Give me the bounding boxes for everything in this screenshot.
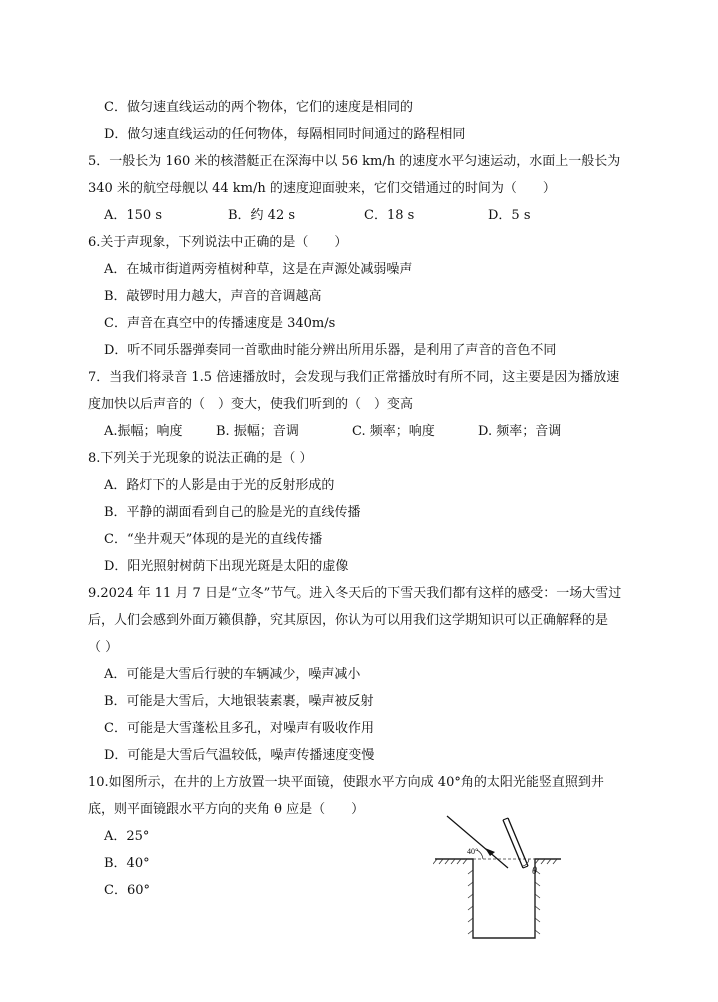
- q10-option-a: A．25°: [104, 829, 150, 844]
- q10-option-b: B．40°: [104, 856, 150, 871]
- q8-option-a: A．路灯下的人影是由于光的反射形成的: [104, 478, 335, 493]
- q7-option-b: B. 振幅；音调: [216, 424, 299, 439]
- ground-hatching: [433, 859, 557, 864]
- well-mirror-diagram: [433, 810, 563, 942]
- q6-option-b: B．敲锣时用力越大，声音的音调越高: [104, 289, 322, 304]
- q6-option-c: C．声音在真空中的传播速度是 340m/s: [104, 316, 336, 331]
- q5-stem-line2: 340 米的航空母舰以 44 km/h 的速度迎面驶来，它们交错通过的时间为（ ）: [88, 181, 556, 196]
- q4-option-d: D．做匀速直线运动的任何物体，每隔相同时间通过的路程相同: [104, 127, 466, 142]
- q7-options: [104, 422, 561, 442]
- q10-stem-line2: 底，则平面镜跟水平方向的夹角 θ 应是（ ）: [88, 802, 365, 817]
- angle-label-40: 40°: [467, 847, 479, 856]
- ray-arrowhead: [485, 848, 495, 856]
- q9-option-a: A．可能是大雪后行驶的车辆减少，噪声减小: [104, 667, 361, 682]
- q6-option-d: D．听不同乐器弹奏同一首歌曲时能分辨出所用乐器，是利用了声音的音色不同: [104, 343, 557, 358]
- well-outline: [435, 859, 561, 938]
- q8-option-d: D．阳光照射树荫下出现光斑是太阳的虚像: [104, 559, 349, 574]
- q7-option-d: D. 频率；音调: [478, 424, 562, 439]
- sunlight-ray: [447, 816, 508, 868]
- q5-option-c: C．18 s: [364, 208, 415, 223]
- q5-option-a: A．150 s: [104, 208, 163, 223]
- q8-stem: 8.下列关于光现象的说法正确的是（ ）: [88, 451, 313, 466]
- q9-stem-line2: 后，人们会感到外面万籁俱静，究其原因，你认为可以用我们这学期知识可以正确解释的是: [88, 613, 609, 628]
- q4-option-c: C．做匀速直线运动的两个物体，它们的速度是相同的: [104, 100, 413, 115]
- plane-mirror: [503, 818, 528, 868]
- q9-option-c: C．可能是大雪蓬松且多孔，对噪声有吸收作用: [104, 721, 374, 736]
- q6-option-a: A．在城市街道两旁植树种草，这是在声源处减弱噪声: [104, 262, 413, 277]
- q5-option-b: B．约 42 s: [228, 208, 296, 223]
- q10-option-c: C．60°: [104, 883, 150, 898]
- q9-stem-line1: 9.2024 年 11 月 7 日是“立冬”节气。进入冬天后的下雪天我们都有这样的感受：一场大雪过: [88, 586, 622, 601]
- q5-option-d: D．5 s: [488, 208, 531, 223]
- q7-option-c: C. 频率；响度: [352, 424, 435, 439]
- angle-label-theta: θ: [532, 866, 537, 877]
- wall-hatching: [468, 870, 540, 934]
- q9-stem-line3: （ ）: [88, 640, 119, 655]
- q6-stem: 6.关于声现象，下列说法中正确的是（ ）: [88, 235, 348, 250]
- q9-option-b: B．可能是大雪后，大地银装素裹，噪声被反射: [104, 694, 374, 709]
- q5-options: [104, 206, 531, 226]
- q10-stem-line1: 10.如图所示，在井的上方放置一块平面镜，使跟水平方向成 40°角的太阳光能竖直照到井: [88, 775, 604, 790]
- q7-option-a: A.振幅；响度: [104, 424, 183, 439]
- q8-option-b: B．平静的湖面看到自己的脸是光的直线传播: [104, 505, 361, 520]
- q5-stem-line1: 5．一般长为 160 米的核潜艇正在深海中以 56 km/h 的速度水平匀速运动，水面上一般长为: [88, 154, 621, 169]
- q9-option-d: D．可能是大雪后气温较低，噪声传播速度变慢: [104, 748, 375, 763]
- q7-stem-line2: 度加快以后声音的（ ）变大，使我们听到的（ ）变高: [88, 397, 414, 412]
- q8-option-c: C．“坐井观天”体现的是光的直线传播: [104, 532, 323, 547]
- q7-stem-line1: 7．当我们将录音 1.5 倍速播放时，会发现与我们正常播放时有所不同，这主要是因为播放速: [88, 370, 620, 385]
